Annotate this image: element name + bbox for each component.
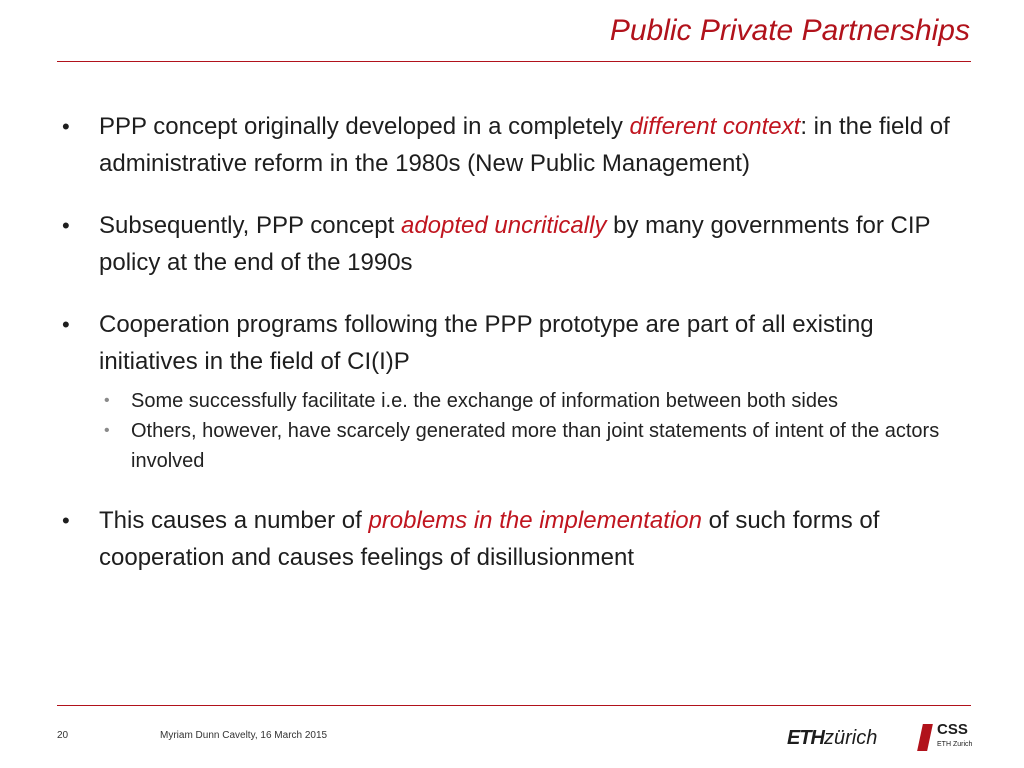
sub-bullet-text: Others, however, have scarcely generated more than joint statements of intent of the actors involved: [131, 420, 940, 472]
bullet-text: Subsequently, PPP concept: [99, 212, 401, 239]
bullet-item: [62, 306, 972, 380]
css-logo-subtitle: ETH Zurich: [937, 741, 973, 748]
css-logo: [918, 721, 978, 756]
sub-bullet-text: Some successfully facilitate i.e. the exchange of information between both sides: [131, 390, 839, 412]
bullet-item: [62, 108, 972, 182]
bullet-dot: •: [62, 312, 70, 337]
bullet-text: This causes a number of: [99, 507, 369, 534]
sub-bullet-item: [99, 386, 972, 416]
bullet-item: [62, 502, 972, 576]
author-date: Myriam Dunn Cavelty, 16 March 2015: [160, 730, 328, 741]
bullet-text: PPP concept originally developed in a completely: [99, 113, 630, 140]
bullet-emphasis: problems in the implementation: [368, 507, 702, 534]
css-logo-title: CSS: [937, 721, 968, 738]
bullet-text: Cooperation programs following the PPP prototype are part of all existing initiatives in the field of CI(I)P: [99, 311, 874, 375]
slide-body: [62, 108, 972, 576]
bullet-dot: •: [62, 213, 70, 238]
sub-bullet-list: [62, 386, 972, 476]
bullet-dot: •: [62, 114, 70, 139]
footer-divider: [57, 705, 971, 706]
bullet-text: of such forms of cooperation and causes feelings of disillusionment: [99, 507, 880, 571]
bullet-emphasis: adopted uncritically: [400, 212, 607, 239]
bullet-item: [62, 207, 972, 281]
header-divider: [57, 61, 971, 62]
bullet-emphasis: different context: [629, 113, 801, 140]
sub-bullet-item: [99, 416, 972, 476]
page-number: 20: [57, 730, 69, 741]
css-logo-mark-icon: [917, 724, 933, 751]
eth-zurich-logo: [787, 727, 877, 750]
eth-logo-bold: ETH: [787, 727, 824, 749]
sub-bullet-dot: •: [104, 422, 110, 439]
bullet-dot: •: [62, 508, 70, 533]
bullet-text: : in the field of administrative reform in the 1980s (New Public Management): [99, 113, 950, 177]
sub-bullet-dot: •: [104, 392, 110, 409]
slide-title: Public Private Partnerships: [609, 14, 970, 47]
eth-logo-rest: zürich: [824, 727, 878, 749]
bullet-text: by many governments for CIP policy at the end of the 1990s: [99, 212, 931, 276]
